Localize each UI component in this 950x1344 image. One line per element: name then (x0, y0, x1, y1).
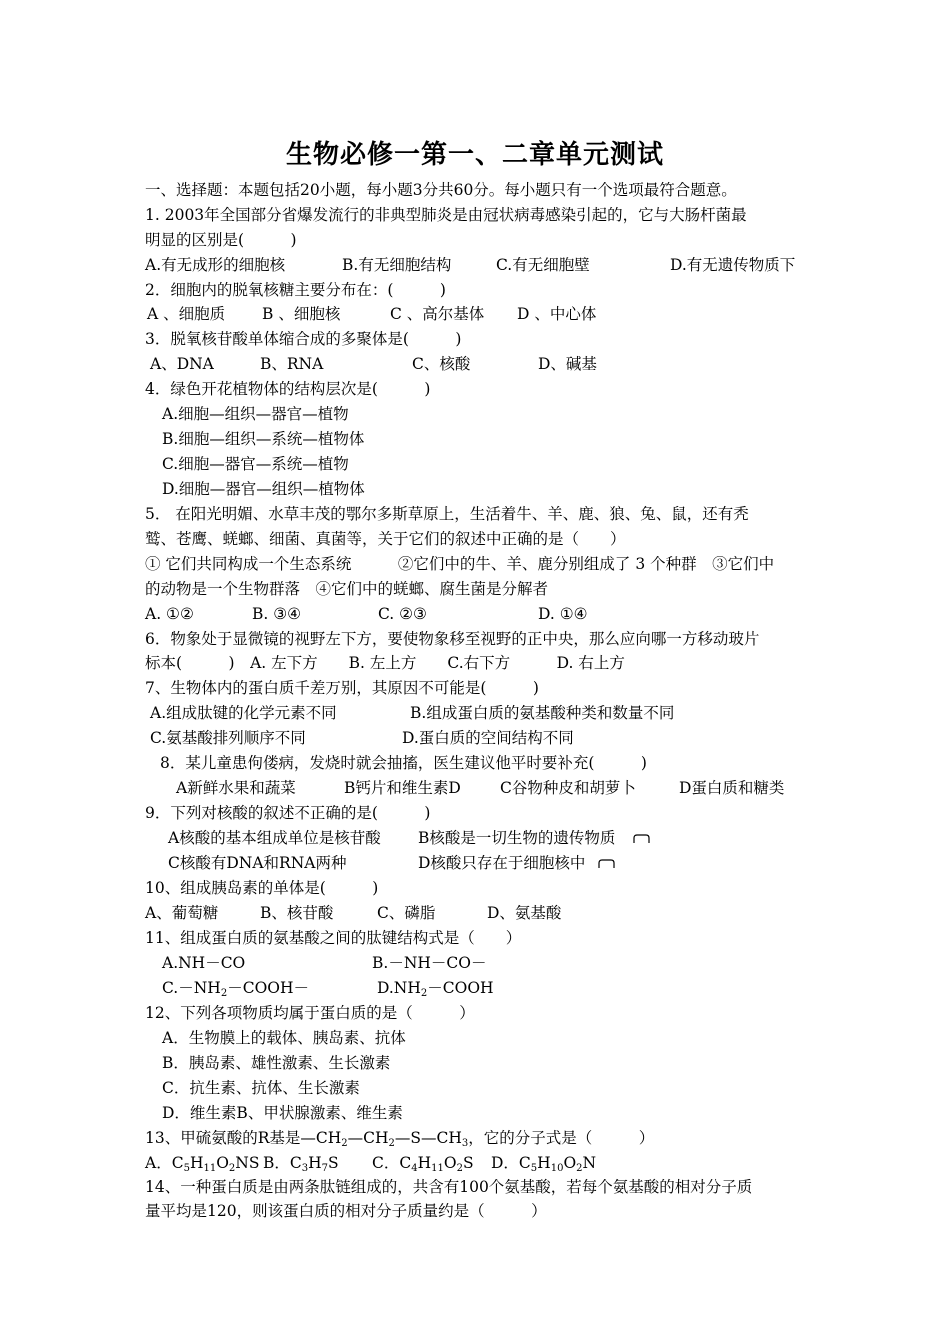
q5-option-d: D. ①④ (538, 605, 588, 623)
q8-option-c: C谷物种皮和胡萝卜 (500, 779, 636, 797)
q11-option-b: B.－NH－CO－ (372, 954, 487, 972)
q3-option-b: B、RNA (260, 355, 324, 373)
q4-stem: 4．绿色开花植物体的结构层次是( ) (145, 380, 431, 398)
q10-stem: 10、组成胰岛素的单体是( ) (145, 879, 379, 897)
q11-option-c: $C.-NH_2-COOH-$ (162, 979, 309, 999)
q13-option-d: D．$C_5H_{10}O_2N$ (491, 1154, 597, 1174)
q5-stem-line1: 5． 在阳光明媚、水草丰茂的鄂尔多斯草原上，生活着牛、羊、鹿、狼、兔、鼠，还有秃 (145, 505, 749, 523)
q5-option-b: B. ③④ (252, 605, 302, 623)
q8-option-d: D蛋白质和糖类 (679, 779, 785, 797)
q7-option-a: A.组成肽键的化学元素不同 (150, 704, 337, 722)
q2-option-d: D 、中心体 (517, 305, 597, 323)
q2-option-c: C 、高尔基体 (390, 305, 485, 323)
q5-option-c: C. ②③ (378, 605, 427, 623)
q5-statements-line2: 的动物是一个生物群落 ④它们中的蜣螂、腐生菌是分解者 (145, 580, 549, 598)
q9-option-c: C核酸有DNA和RNA两种 (168, 854, 347, 872)
q4-option-d: D.细胞—器官—组织—植物体 (162, 480, 365, 498)
q12-option-a: A．生物膜上的载体、胰岛素、抗体 (162, 1029, 406, 1047)
q4-option-b: B.细胞—组织—系统—植物体 (162, 430, 365, 448)
q11-stem: 11、组成蛋白质的氨基酸之间的肽键结构式是（ ） (145, 929, 522, 947)
q9-option-a: A核酸的基本组成单位是核苷酸 (168, 829, 381, 847)
q7-option-d: D.蛋白质的空间结构不同 (402, 729, 574, 747)
q5-statements-line1: ① 它们共同构成一个生态系统 ②它们中的牛、羊、鹿分别组成了 3 个种群 ③它们中 (145, 555, 775, 573)
q13-option-c: C．$C_4H_{11}O_2S$ (372, 1154, 474, 1174)
q9-option-d: D核酸只存在于细胞核中 (418, 854, 586, 872)
q1-stem-line2: 明显的区别是( ) (145, 231, 297, 249)
q1-stem-line1: 1. 2003年全国部分省爆发流行的非典型肺炎是由冠状病毒感染引起的，它与大肠杆菌最 (145, 206, 747, 224)
page-title: 生物必修一第一、二章单元测试 (285, 140, 664, 170)
q3-stem: 3．脱氧核苷酸单体缩合成的多聚体是( ) (145, 330, 462, 348)
q13-option-b: B．$C_3H_7S$ (263, 1154, 339, 1174)
q4-option-c: C.细胞—器官—系统—植物 (162, 455, 349, 473)
q3-option-a: A、DNA (150, 355, 214, 373)
paragraph-mark-icon (633, 833, 651, 845)
q7-stem: 7、生物体内的蛋白质千差万别，其原因不可能是( ) (145, 679, 539, 697)
q12-option-d: D．维生素B、甲状腺激素、维生素 (162, 1104, 403, 1122)
q11-option-d: $D.NH_2-COOH$ (377, 979, 494, 999)
q7-option-c: C.氨基酸排列顺序不同 (150, 729, 306, 747)
q9-option-b: B核酸是一切生物的遗传物质 (418, 829, 616, 847)
q1-option-c: C.有无细胞壁 (496, 256, 590, 274)
q11-option-a: A.NH－CO (162, 954, 246, 972)
q1-option-a: A.有无成形的细胞核 (145, 256, 286, 274)
q6-stem-line1: 6．物象处于显微镜的视野左下方，要使物象移至视野的正中央，那么应向哪一方移动玻片 (145, 630, 760, 648)
paragraph-mark-icon (598, 858, 616, 870)
q14-stem-line1: 14、一种蛋白质是由两条肽链组成的，共含有100个氨基酸，若每个氨基酸的相对分子质 (145, 1178, 753, 1196)
q9-stem: 9．下列对核酸的叙述不正确的是( ) (145, 804, 431, 822)
q10-option-c: C、磷脂 (377, 904, 436, 922)
q2-option-b: B 、细胞核 (262, 305, 341, 323)
q13-option-a: A．$C_5H_{11}O_2NS$ (145, 1154, 260, 1174)
q8-option-a: A新鲜水果和蔬菜 (176, 779, 296, 797)
q3-option-d: D、碱基 (538, 355, 597, 373)
q10-option-a: A、葡萄糖 (145, 904, 219, 922)
q7-option-b: B.组成蛋白质的氨基酸种类和数量不同 (410, 704, 675, 722)
q2-option-a: A 、细胞质 (147, 305, 226, 323)
q13-stem: 13、甲硫氨酸的R基是$—CH_2—CH_2—S—CH_3$，它的分子式是（ ） (145, 1129, 655, 1149)
q10-option-b: B、核苷酸 (260, 904, 334, 922)
q12-stem: 12、下列各项物质均属于蛋白质的是（ ） (145, 1004, 475, 1022)
q3-option-c: C、核酸 (412, 355, 471, 373)
q12-option-c: C．抗生素、抗体、生长激素 (162, 1079, 360, 1097)
q8-option-b: B钙片和维生素D (344, 779, 461, 797)
q4-option-a: A.细胞—组织—器官—植物 (162, 405, 349, 423)
q2-stem: 2．细胞内的脱氧核糖主要分布在：( ) (145, 281, 446, 299)
q10-option-d: D、氨基酸 (487, 904, 562, 922)
q14-stem-line2: 量平均是120，则该蛋白质的相对分子质量约是（ ） (145, 1202, 547, 1220)
q6-stem-line2: 标本( ) A. 左下方 B. 左上方 C.右下方 D. 右上方 (145, 654, 625, 672)
q8-stem: 8．某儿童患佝偻病，发烧时就会抽搐，医生建议他平时要补充( ) (160, 754, 647, 772)
section-intro: 一、选择题：本题包括20小题，每小题3分共60分。每小题只有一个选项最符合题意。 (145, 181, 737, 199)
q5-option-a: A. ①② (145, 605, 194, 623)
q5-stem-line2: 鹫、苍鹰、蜣螂、细菌、真菌等，关于它们的叙述中正确的是（ ） (145, 530, 626, 548)
q12-option-b: B．胰岛素、雄性激素、生长激素 (162, 1054, 391, 1072)
q1-option-d: D.有无遗传物质下 (670, 256, 796, 274)
q1-option-b: B.有无细胞结构 (342, 256, 452, 274)
